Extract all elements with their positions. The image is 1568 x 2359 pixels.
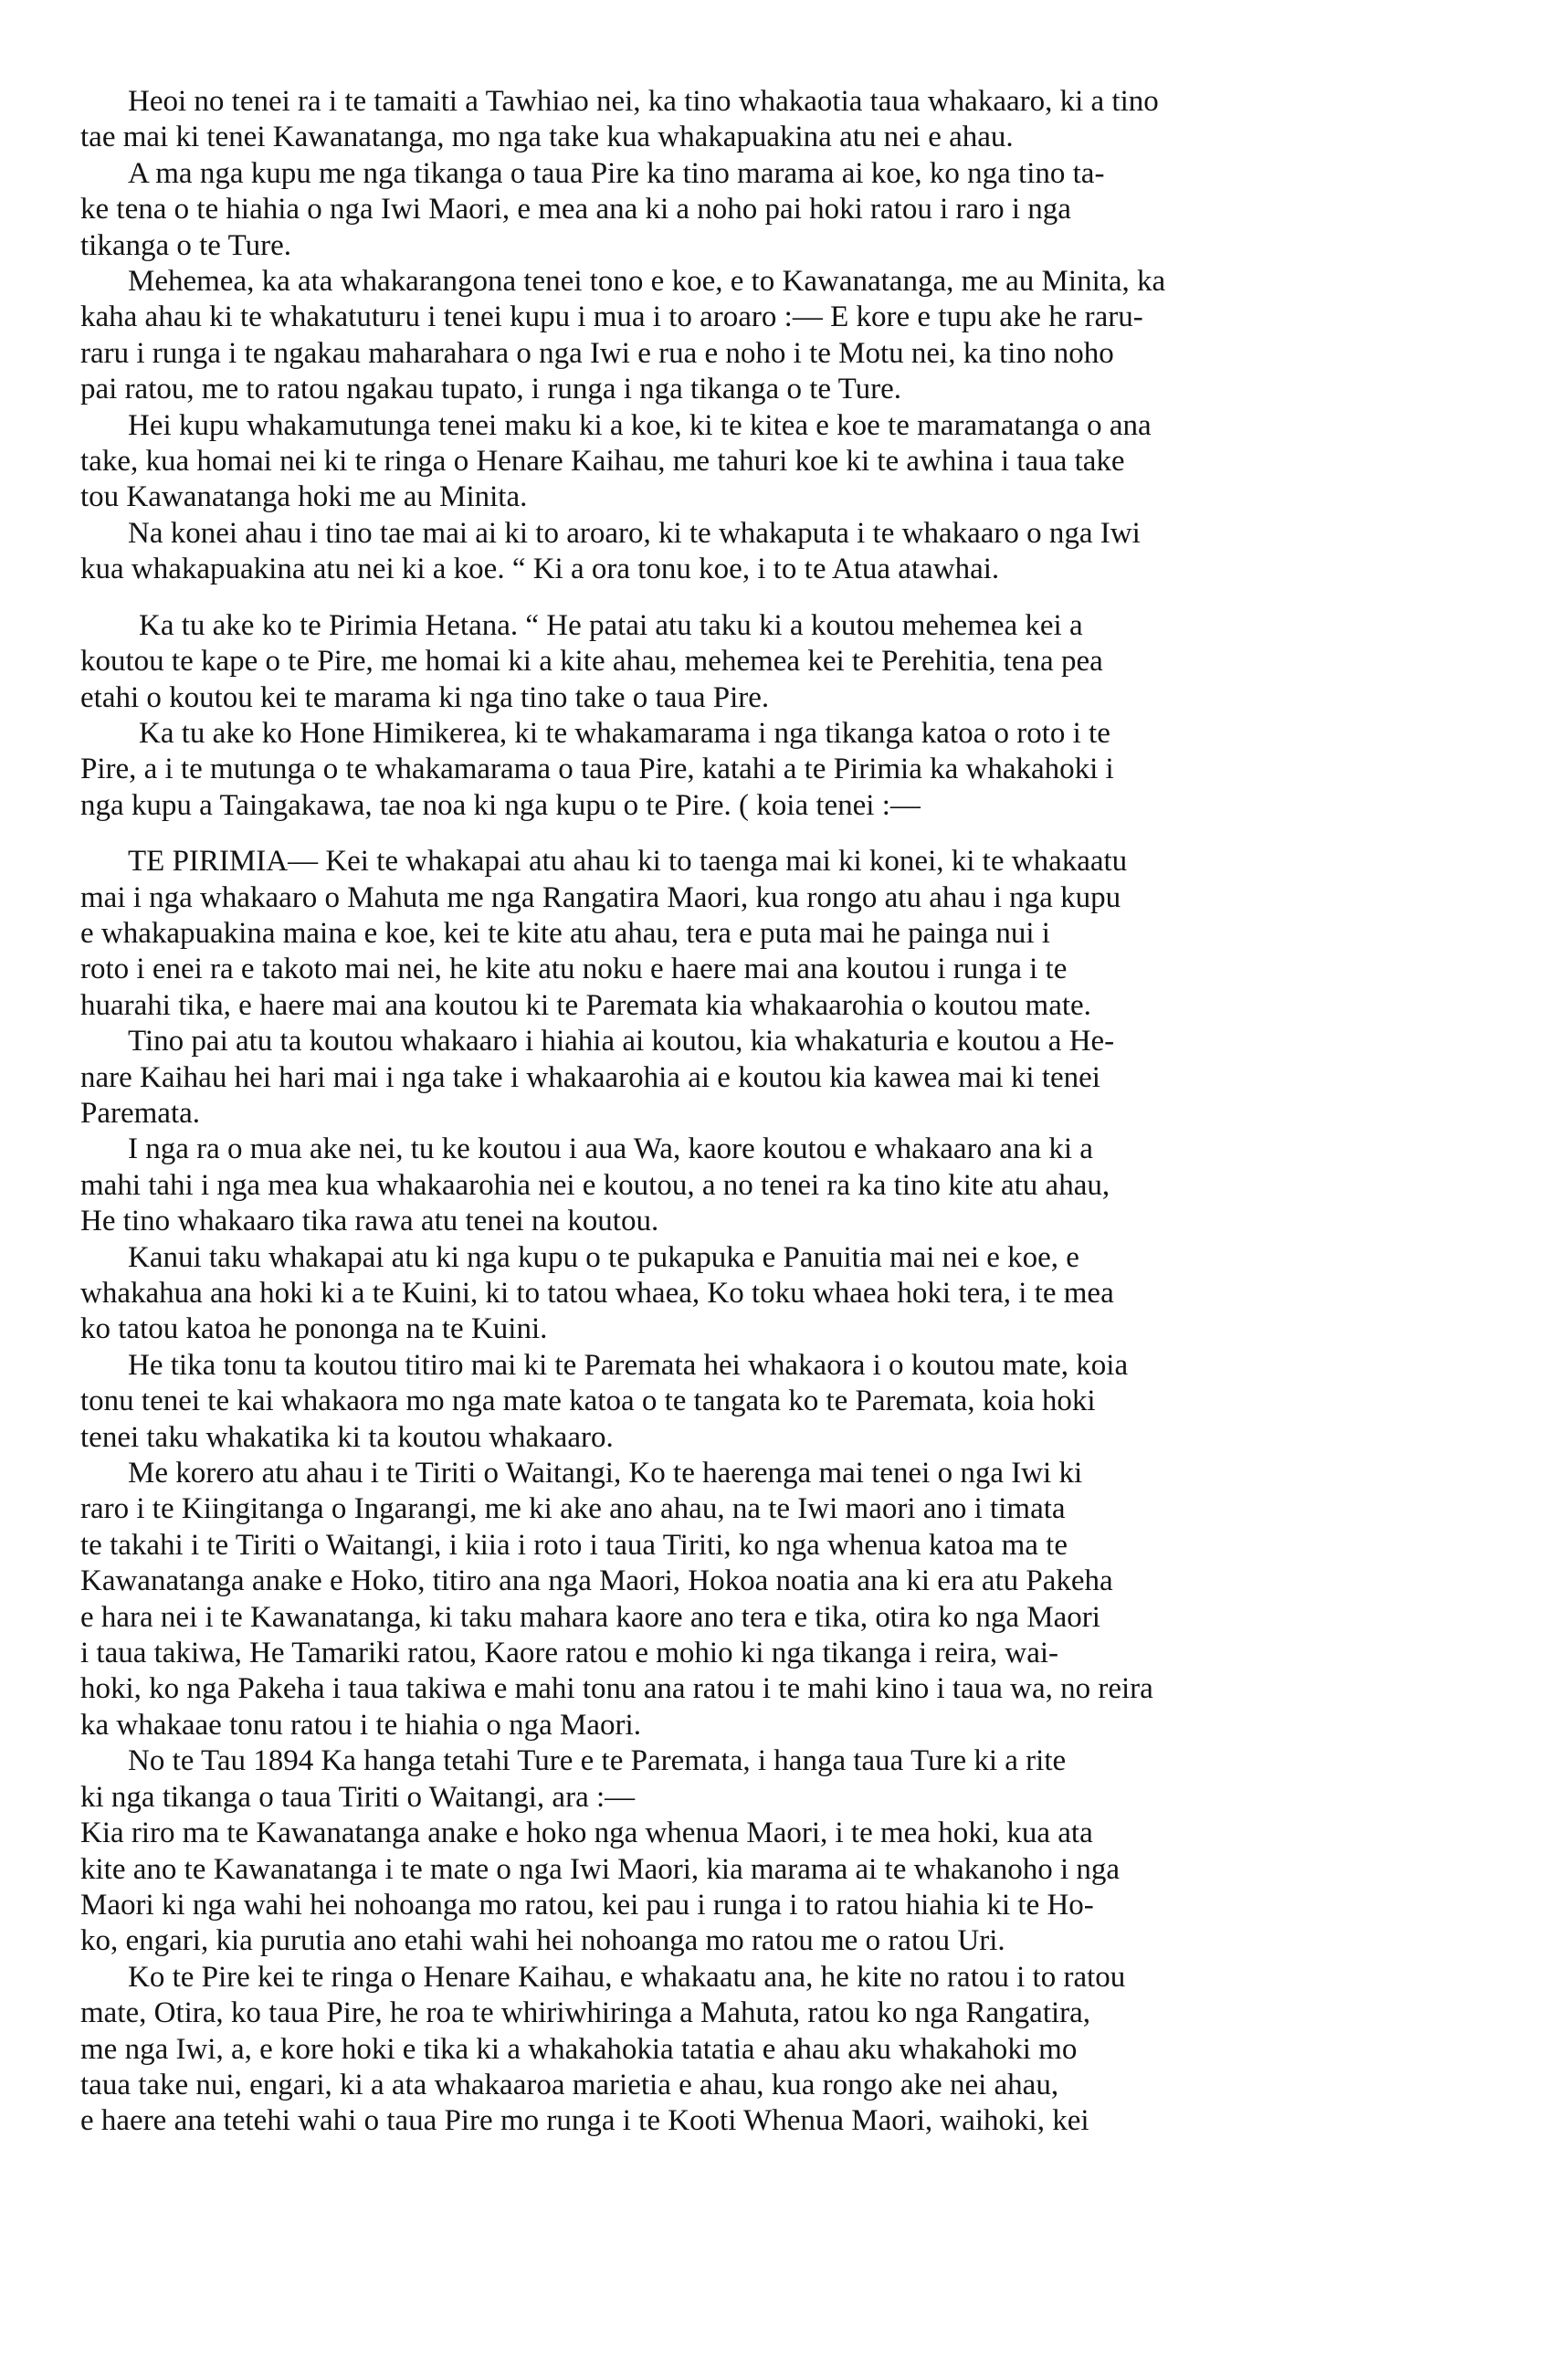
text-line: TE PIRIMIA— Kei te whakapai atu ahau ki to taenga mai ki konei, ki te whakaatu xyxy=(128,845,1128,879)
text-line: Kanui taku whakapai atu ki nga kupu o te pukapuka e Panuitia mai nei e koe, e xyxy=(128,1240,1079,1274)
text-line: mate, Otira, ko taua Pire, he roa te whiriwhiringa a Mahuta, ratou ko nga Rangatira, xyxy=(80,1996,1091,2030)
text-line: huarahi tika, e haere mai ana koutou ki te Paremata kia whakaarohia o koutou mate. xyxy=(80,988,1091,1022)
paragraph xyxy=(80,1960,1491,2140)
text-line: Mehemea, ka ata whakarangona tenei tono e koe, e to Kawanatanga, me au Minita, ka xyxy=(128,265,1166,299)
paragraph xyxy=(80,1348,1491,1456)
text-line: tonu tenei te kai whakaora mo nga mate katoa o te tangata ko te Paremata, koia hoki xyxy=(80,1385,1096,1418)
paragraph xyxy=(80,1024,1491,1132)
paragraph xyxy=(80,1456,1491,1743)
text-line: etahi o koutou kei te marama ki nga tino take o taua Pire. xyxy=(80,680,770,714)
text-line: take, kua homai nei ki te ringa o Henare Kaihau, me tahuri koe ki te awhina i taua take xyxy=(80,445,1125,479)
paragraph-gap xyxy=(80,824,1491,844)
paragraph xyxy=(80,608,1491,716)
text-line: tikanga o te Ture. xyxy=(80,228,291,262)
text-line: taua take nui, engari, ki a ata whakaaroa marietia e ahau, kua rongo ake nei ahau, xyxy=(80,2068,1059,2101)
text-line: Pire, a i te mutunga o te whakamarama o taua Pire, katahi a te Pirimia ka whakahoki i xyxy=(80,753,1114,786)
text-line: Kawanatanga anake e Hoko, titiro ana nga Maori, Hokoa noatia ana ki era atu Pakeha xyxy=(80,1564,1113,1598)
paragraph xyxy=(80,1743,1491,1816)
paragraph xyxy=(80,156,1491,264)
paragraph xyxy=(80,1816,1491,1960)
paragraph xyxy=(80,1132,1491,1239)
text-line: me nga Iwi, a, e kore hoki e tika ki a whakahokia tatatia e ahau aku whakahoki mo xyxy=(80,2032,1078,2066)
text-line: He tino whakaaro tika rawa atu tenei na koutou. xyxy=(80,1205,659,1238)
text-line: He tika tonu ta koutou titiro mai ki te Paremata hei whakaora i o koutou mate, koia xyxy=(128,1348,1129,1382)
text-line: whakahua ana hoki ki a te Kuini, ki to tatou whaea, Ko toku whaea hoki tera, i te mea xyxy=(80,1277,1114,1310)
paragraph xyxy=(80,1240,1491,1348)
text-line: Maori ki nga wahi hei nohoanga mo ratou, kei pau i runga i to ratou hiahia ki te Ho- xyxy=(80,1888,1094,1922)
text-line: raru i runga i te ngakau maharahara o nga Iwi e rua e noho i te Motu nei, ka tino noho xyxy=(80,336,1114,370)
text-line: ko, engari, kia purutia ano etahi wahi hei nohoanga mo ratou me o ratou Uri. xyxy=(80,1924,1005,1958)
text-line: A ma nga kupu me nga tikanga o taua Pire ka tino marama ai koe, ko nga tino ta- xyxy=(128,156,1105,190)
text-line: I nga ra o mua ake nei, tu ke koutou i aua Wa, kaore koutou e whakaaro ana ki a xyxy=(128,1132,1093,1166)
text-line: Paremata. xyxy=(80,1096,201,1130)
text-line: Ka tu ake ko Hone Himikerea, ki te whakamarama i nga tikanga katoa o roto i te xyxy=(139,716,1110,750)
text-line: tenei taku whakatika ki ta koutou whakaaro. xyxy=(80,1420,614,1454)
text-line: ko tatou katoa he pononga na te Kuini. xyxy=(80,1312,548,1346)
text-line: kua whakapuakina atu nei ki a koe. “ Ki a ora tonu koe, i to te Atua atawhai. xyxy=(80,553,1000,586)
text-line: tae mai ki tenei Kawanatanga, mo nga take kua whakapuakina atu nei e ahau. xyxy=(80,121,1014,154)
text-line: e whakapuakina maina e koe, kei te kite atu ahau, tera e puta mai he painga nui i xyxy=(80,916,1050,950)
text-line: Heoi no tenei ra i te tamaiti a Tawhiao nei, ka tino whakaotia taua whakaaro, ki a tino xyxy=(128,85,1159,118)
text-line: kite ano te Kawanatanga i te mate o nga Iwi Maori, kia marama ai te whakanoho i nga xyxy=(80,1852,1121,1886)
text-line: Na konei ahau i tino tae mai ai ki to aroaro, ki te whakaputa i te whakaaro o nga Iwi xyxy=(128,516,1141,550)
text-line: e haere ana tetehi wahi o taua Pire mo runga i te Kooti Whenua Maori, waihoki, kei xyxy=(80,2104,1089,2138)
text-line: koutou te kape o te Pire, me homai ki a kite ahau, mehemea kei te Perehitia, tena pea xyxy=(80,645,1103,679)
text-line: Ka tu ake ko te Pirimia Hetana. “ He patai atu taku ki a koutou mehemea kei a xyxy=(139,608,1083,642)
text-line: mahi tahi i nga mea kua whakaarohia nei e koutou, a no tenei ra ka tino kite atu ahau, xyxy=(80,1168,1110,1202)
text-line: Ko te Pire kei te ringa o Henare Kaihau, e whakaatu ana, he kite no ratou i to ratou xyxy=(128,1960,1126,1994)
text-line: pai ratou, me to ratou ngakau tupato, i runga i nga tikanga o te Ture. xyxy=(80,373,902,406)
text-line: mai i nga whakaaro o Mahuta me nga Rangatira Maori, kua rongo atu ahau i nga kupu xyxy=(80,880,1121,914)
paragraph xyxy=(80,408,1491,516)
text-line: Hei kupu whakamutunga tenei maku ki a koe, ki te kitea e koe te maramatanga o ana xyxy=(128,408,1152,442)
paragraph xyxy=(80,716,1491,824)
text-line: roto i enei ra e takoto mai nei, he kite atu noku e haere mai ana koutou i runga i te xyxy=(80,953,1068,986)
text-line: ka whakaae tonu ratou i te hiahia o nga Maori. xyxy=(80,1708,641,1742)
text-line: Kia riro ma te Kawanatanga anake e hoko nga whenua Maori, i te mea hoki, kua ata xyxy=(80,1817,1093,1850)
text-line: e hara nei i te Kawanatanga, ki taku mahara kaore ano tera e tika, otira ko nga Maori xyxy=(80,1600,1100,1634)
text-line: tou Kawanatanga hoki me au Minita. xyxy=(80,480,528,514)
text-line: ki nga tikanga o taua Tiriti o Waitangi, ara :— xyxy=(80,1780,636,1814)
paragraph xyxy=(80,84,1491,156)
text-line: Me korero atu ahau i te Tiriti o Waitangi, Ko te haerenga mai tenei o nga Iwi ki xyxy=(128,1457,1083,1490)
text-line: i taua takiwa, He Tamariki ratou, Kaore ratou e mohio ki nga tikanga i reira, wai- xyxy=(80,1637,1059,1670)
paragraph xyxy=(80,516,1491,588)
text-line: nga kupu a Taingakawa, tae noa ki nga kupu o te Pire. ( koia tenei :— xyxy=(80,788,921,822)
text-line: te takahi i te Tiriti o Waitangi, i kiia i roto i taua Tiriti, ko nga whenua katoa ma te xyxy=(80,1528,1068,1562)
text-line: kaha ahau ki te whakatuturu i tenei kupu i mua i to aroaro :— E kore e tupu ake he raru- xyxy=(80,300,1143,334)
paragraph xyxy=(80,844,1491,1024)
text-line: raro i te Kiingitanga o Ingarangi, me ki ake ano ahau, na te Iwi maori ano i timata xyxy=(80,1492,1066,1526)
paragraph-gap xyxy=(80,588,1491,608)
text-line: Tino pai atu ta koutou whakaaro i hiahia ai koutou, kia whakaturia e koutou a He- xyxy=(128,1025,1115,1058)
document-page xyxy=(80,84,1491,2140)
text-line: hoki, ko nga Pakeha i taua takiwa e mahi tonu ana ratou i te mahi kino i taua wa, no reira xyxy=(80,1672,1153,1706)
paragraph xyxy=(80,264,1491,408)
text-line: nare Kaihau hei hari mai i nga take i whakaarohia ai e koutou kia kawea mai ki tenei xyxy=(80,1060,1100,1094)
text-line: ke tena o te hiahia o nga Iwi Maori, e mea ana ki a noho pai hoki ratou i raro i nga xyxy=(80,193,1071,226)
text-line: No te Tau 1894 Ka hanga tetahi Ture e te Paremata, i hanga taua Ture ki a rite xyxy=(128,1744,1067,1778)
